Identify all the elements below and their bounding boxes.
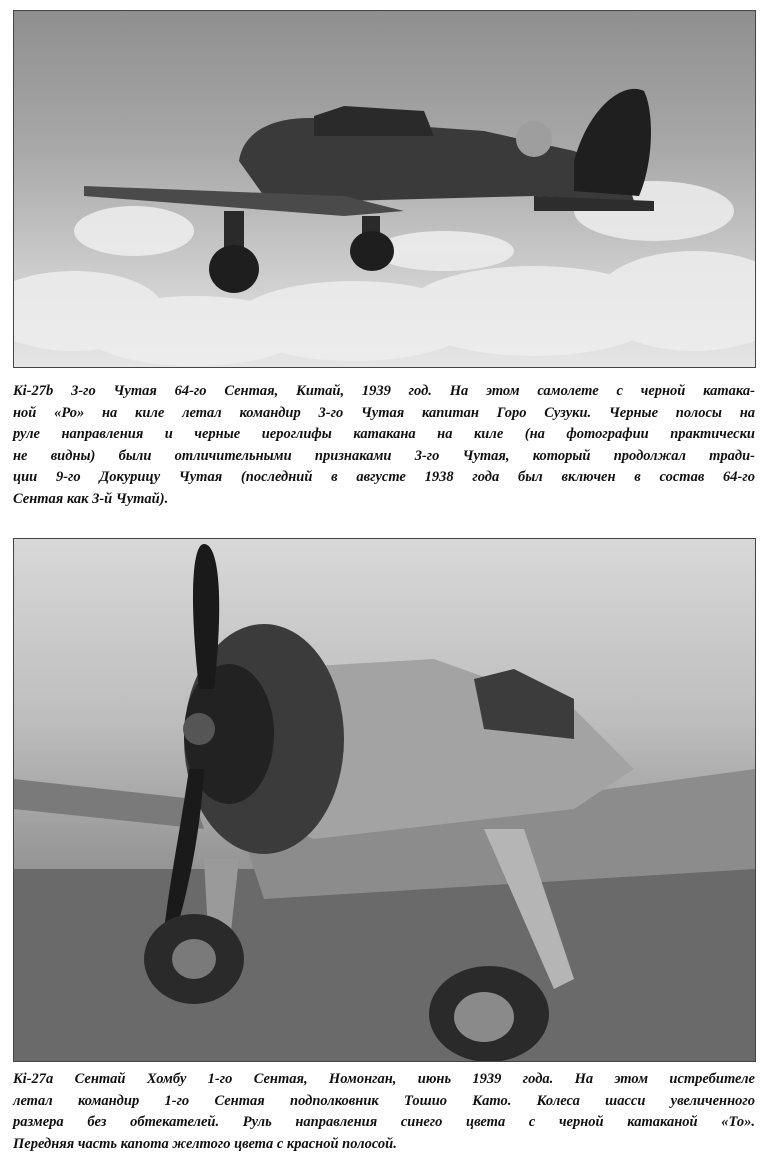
caption-bottom-line: размера без обтекателей. Руль направления синего цвета с черной катаканой «То». xyxy=(13,1114,755,1130)
propeller-hub xyxy=(183,713,215,745)
photo-ki27a-on-ground xyxy=(13,538,756,1062)
caption-bottom-line: Ki-27a Сентай Хомбу 1-го Сентая, Номонган, июнь 1939 года. На этом истребителе xyxy=(13,1071,755,1087)
front-wheel-hub xyxy=(172,939,216,979)
aircraft-silhouette xyxy=(84,89,654,293)
caption-top-line: ной «Ро» на киле летал командир 3-го Чутая капитан Горо Сузуки. Черные полосы на xyxy=(13,404,755,421)
canopy xyxy=(474,669,574,739)
caption-top-line: Сентая как 3-й Чутай). xyxy=(13,490,169,507)
caption-top-line: Ki-27b 3-го Чутая 64-го Сентая, Китай, 1939 год. На этом самолете с черной катака- xyxy=(13,383,755,399)
caption-bottom-line: летал командир 1-го Сентая подполковник Тошио Като. Колеса шасси увеличенного xyxy=(13,1092,755,1109)
left-wing xyxy=(14,779,204,829)
caption-top-line: ции 9-го Докурицу Чутая (последний в августе 1938 года был включен в состав 64-го xyxy=(13,469,755,485)
caption-top-line: руле направления и черные иероглифы катакана на киле (на фотографии практически xyxy=(13,426,755,442)
photo-ki27b-in-flight xyxy=(13,10,756,368)
caption-bottom-line: Передняя часть капота желтого цвета с красной полосой. xyxy=(13,1135,397,1152)
caption-top-line: не видны) были отличительными признаками 3-го Чутая, который продолжал тради- xyxy=(13,447,755,464)
main-wheel-hub xyxy=(454,992,514,1042)
aircraft-on-ground-illustration xyxy=(14,539,755,1061)
caption-bottom xyxy=(13,1069,755,1155)
caption-top xyxy=(13,381,755,510)
ground xyxy=(14,869,755,1061)
aircraft-in-flight-illustration xyxy=(14,11,755,367)
propeller-blade-upper xyxy=(193,544,219,689)
